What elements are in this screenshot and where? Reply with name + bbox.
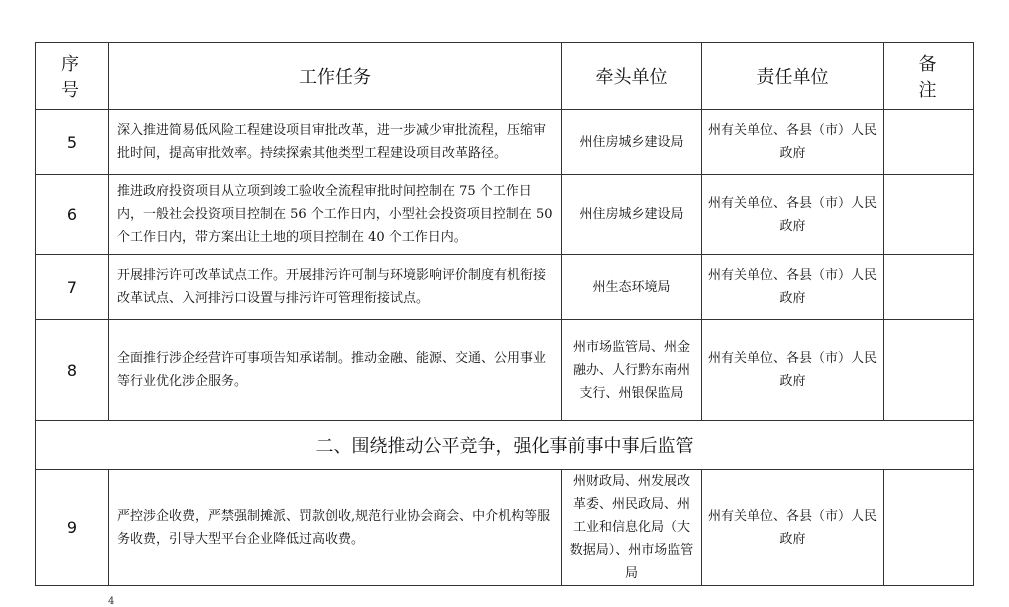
row-task: 开展排污许可改革试点工作。开展排污许可制与环境影响评价制度有机衔接改革试点、入河排污口设置与排污许可管理衔接试点。	[109, 255, 562, 320]
header-row	[36, 43, 974, 110]
header-responsible: 责任单位	[702, 43, 884, 110]
row-responsible: 州有关单位、各县（市）人民政府	[702, 320, 884, 421]
row-responsible: 州有关单位、各县（市）人民政府	[702, 470, 884, 586]
row-no: 6	[36, 175, 109, 255]
table-row	[36, 175, 974, 255]
page-number: 4	[108, 596, 115, 607]
row-responsible: 州有关单位、各县（市）人民政府	[702, 255, 884, 320]
row-task: 严控涉企收费，严禁强制摊派、罚款创收,规范行业协会商会、中介机构等服务收费，引导大型平台企业降低过高收费。	[109, 470, 562, 586]
row-no: 7	[36, 255, 109, 320]
row-responsible: 州有关单位、各县（市）人民政府	[702, 110, 884, 175]
row-note	[884, 255, 974, 320]
table-row	[36, 320, 974, 421]
task-table	[35, 42, 974, 586]
row-no: 5	[36, 110, 109, 175]
table-row	[36, 110, 974, 175]
row-no: 9	[36, 470, 109, 586]
section-row	[36, 421, 974, 470]
table-row	[36, 255, 974, 320]
row-lead: 州市场监管局、州金融办、人行黔东南州支行、州银保监局	[562, 320, 702, 421]
row-note	[884, 175, 974, 255]
row-lead: 州生态环境局	[562, 255, 702, 320]
header-task: 工作任务	[109, 43, 562, 110]
row-no: 8	[36, 320, 109, 421]
row-task: 深入推进简易低风险工程建设项目审批改革，进一步减少审批流程，压缩审批时间，提高审批效率。持续探索其他类型工程建设项目改革路径。	[109, 110, 562, 175]
row-lead: 州财政局、州发展改革委、州民政局、州工业和信息化局（大数据局）、州市场监管局	[562, 470, 702, 586]
header-lead: 牵头单位	[562, 43, 702, 110]
row-note	[884, 110, 974, 175]
row-note	[884, 320, 974, 421]
table-row	[36, 470, 974, 586]
section-title: 二、围绕推动公平竞争，强化事前事中事后监管	[36, 421, 974, 470]
row-note	[884, 470, 974, 586]
header-note: 备注	[884, 43, 974, 110]
row-task: 全面推行涉企经营许可事项告知承诺制。推动金融、能源、交通、公用事业等行业优化涉企服务。	[109, 320, 562, 421]
row-task: 推进政府投资项目从立项到竣工验收全流程审批时间控制在 75 个工作日内，一般社会投资项目控制在 56 个工作日内，小型社会投资项目控制在 50 个工作日内，带方案出让土地的项目控制在 40 个工作日内。	[109, 175, 562, 255]
row-lead: 州住房城乡建设局	[562, 175, 702, 255]
row-lead: 州住房城乡建设局	[562, 110, 702, 175]
header-no: 序号	[36, 43, 109, 110]
row-responsible: 州有关单位、各县（市）人民政府	[702, 175, 884, 255]
